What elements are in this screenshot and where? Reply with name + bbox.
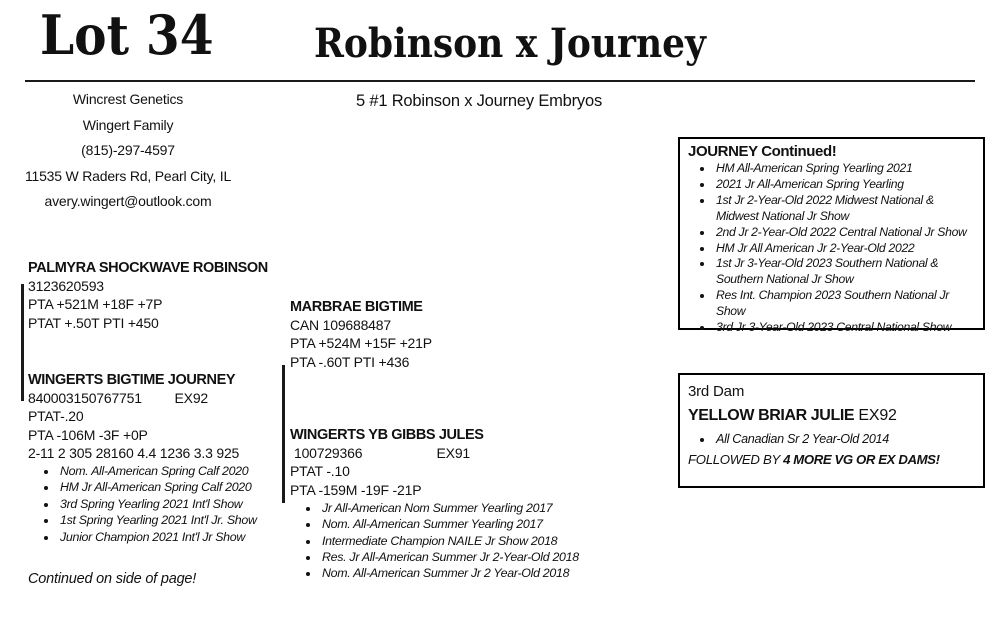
third-dam-name-row [688,407,973,425]
sire-ptat: PTAT +.50T PTI +450 [28,314,159,331]
award-item: • HM Jr All-American Spring Calf 2020 [58,479,280,495]
third-dam-box [678,373,985,488]
dam-score: EX92 [174,390,208,407]
dam-sire-ptat: PTA -.60T PTI +436 [290,353,410,370]
award-item: • 1st Jr 3-Year-Old 2023 Southern National & Southern National Jr Show [714,256,973,288]
dam-block [28,371,280,545]
award-item: • 1st Jr 2-Year-Old 2022 Midwest National & Midwest National Jr Show [714,193,973,225]
followed-by-prefix: FOLLOWED BY [688,452,784,467]
award-item: • Jr All-American Nom Summer Yearling 2017 [320,500,580,516]
award-item: • Nom. All-American Summer Jr 2 Year-Old 2018 [320,565,580,581]
dam-dam-reg: 100729366 [294,445,363,462]
journey-box-title: JOURNEY Continued! [688,143,837,160]
sire-reg: 3123620593 [28,278,104,295]
award-item: • Res Int. Champion 2023 Southern National Jr Show [714,288,973,320]
lot-number: Lot 34 [40,3,214,67]
third-dam-label: 3rd Dam [688,383,745,400]
dam-awards-list [28,463,280,545]
consignor-phone: (815)-297-4597 [81,142,175,158]
award-item: • Nom. All-American Summer Yearling 2017 [320,516,580,532]
dam-dam-score: EX91 [436,445,470,462]
followed-by-highlight: 4 MORE VG OR EX DAMS! [783,452,940,467]
dam-dam-block [290,426,580,582]
journey-continued-box [678,137,985,335]
third-dam-score: EX92 [858,407,897,424]
dam-sire-name: MARBRAE BIGTIME [290,299,423,315]
award-item: • All Canadian Sr 2 Year-Old 2014 [714,431,973,448]
dam-sire-reg: CAN 109688487 [290,317,391,334]
dam-dam-name: WINGERTS YB GIBBS JULES [290,427,484,443]
third-dam-name: YELLOW BRIAR JULIE [688,407,855,424]
award-item: • HM All-American Spring Yearling 2021 [714,161,973,177]
followed-by-note [688,452,973,467]
dam-ptat: PTAT-.20 [28,408,84,425]
dam-pta: PTA -106M -3F +0P [28,426,148,443]
award-item: • 2021 Jr All-American Spring Yearling [714,177,973,193]
sire-block [28,259,278,332]
third-dam-awards-list [688,431,973,448]
continued-note: Continued on side of page! [28,571,197,587]
consignor-contact-block [14,87,242,215]
award-item: • Res. Jr All-American Summer Jr 2-Year-Old 2018 [320,549,580,565]
award-item: • 3rd Jr 3-Year-Old 2023 Central National Show [714,320,973,336]
dam-sire-block [290,298,540,371]
award-item: • HM Jr All American Jr 2-Year-Old 2022 [714,241,973,257]
header-divider [25,80,975,82]
consignor-farm: Wincrest Genetics [72,91,184,107]
dam-reg: 840003150767751 [28,390,142,407]
award-item: • 3rd Spring Yearling 2021 Int'l Show [58,496,280,512]
pedigree-bracket-line-left [21,284,24,401]
award-item: • 2nd Jr 2-Year-Old 2022 Central National Jr Show [714,225,973,241]
consignor-email: avery.wingert@outlook.com [44,193,212,209]
award-item: • Junior Champion 2021 Int'l Jr Show [58,529,280,545]
award-item: • 1st Spring Yearling 2021 Int'l Jr. Show [58,512,280,528]
dam-dam-ptat: PTAT -.10 [290,463,350,480]
award-item: • Intermediate Champion NAILE Jr Show 2018 [320,533,580,549]
sire-pta: PTA +521M +18F +7P [28,296,163,313]
dam-name: WINGERTS BIGTIME JOURNEY [28,372,236,388]
pedigree-bracket-line-middle [282,365,285,503]
dam-dam-awards-list [290,500,580,582]
consignor-family: Wingert Family [82,116,174,133]
page-title: Robinson x Journey [314,20,706,67]
award-item: • Nom. All-American Spring Calf 2020 [58,463,280,479]
lot-subtitle: 5 #1 Robinson x Journey Embryos [356,92,603,110]
dam-dam-pta: PTA -159M -19F -21P [290,481,422,498]
consignor-address: 11535 W Raders Rd, Pearl City, IL [24,167,232,184]
dam-record: 2-11 2 305 28160 4.4 1236 3.3 925 [28,444,240,461]
sire-name: PALMYRA SHOCKWAVE ROBINSON [28,260,268,276]
dam-sire-pta: PTA +524M +15F +21P [290,335,432,352]
journey-awards-list [688,161,973,336]
